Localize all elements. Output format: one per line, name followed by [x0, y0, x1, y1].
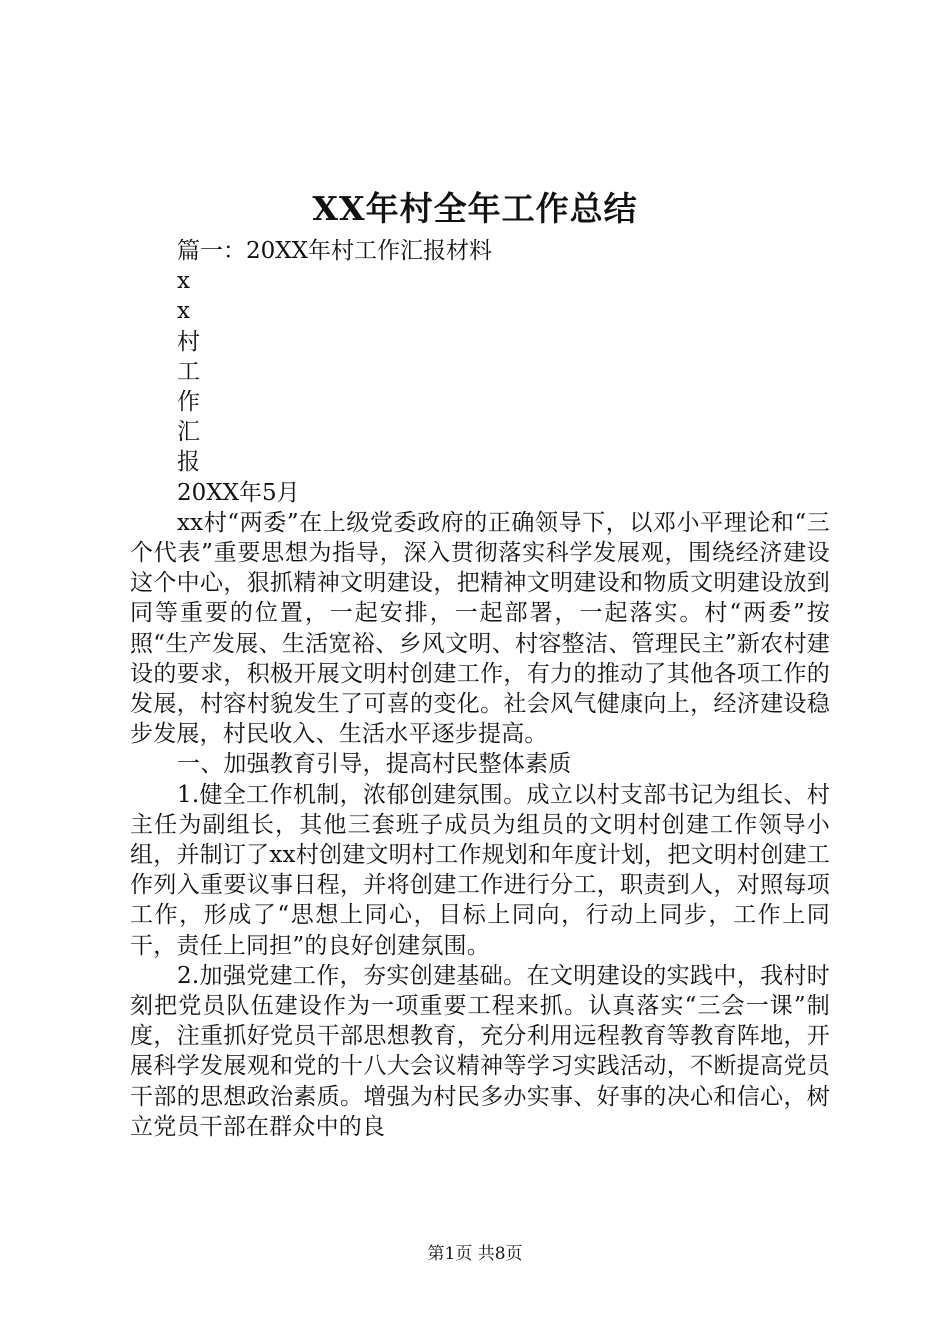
page-footer: 第1页 共8页 [427, 1244, 523, 1264]
vertical-char: 工 [177, 358, 200, 385]
document-body [130, 236, 830, 1142]
paragraph-item-1: 1.健全工作机制，浓郁创建氛围。成立以村支部书记为组长、村主任为副组长，其他三套班子成员为组员的文明村创建工作领导小组，并制订了xx村创建文明村工作规划和年度计划，把文明村创建工作列入重要议事日程，并将创建工作进行分工，职责到人，对照每项工作，形成了“思想上同心，目标上同向，行动上同步，工作上同干，责任上同担”的良好创建氛围。 [130, 781, 830, 959]
report-date: 20XX年5月 [177, 479, 300, 506]
vertical-char: 汇 [177, 419, 200, 446]
vertical-char: 报 [177, 449, 200, 476]
vertical-char: 作 [177, 388, 200, 415]
vertical-char: x [177, 268, 190, 295]
subtitle: 篇一：20XX年村工作汇报材料 [177, 238, 493, 264]
section-heading: 一、加强教育引导，提高村民整体素质 [177, 751, 572, 778]
document-title: XX年村全年工作总结 [312, 189, 638, 228]
paragraph-item-2: 2.加强党建工作，夯实创建基础。在文明建设的实践中，我村时刻把党员队伍建设作为一项重要工程来抓。认真落实“三会一课”制度，注重抓好党员干部思想教育，充分利用远程教育等教育阵地，开展科学发展观和党的十八大会议精神等学习实践活动，不断提高党员干部的思想政治素质。增强为村民多办实事、好事的决心和信心，树立党员干部在群众中的良 [130, 962, 830, 1140]
vertical-char: 村 [177, 328, 200, 355]
vertical-char: x [177, 298, 190, 325]
paragraph-intro: xx村“两委”在上级党委政府的正确领导下，以邓小平理论和“三个代表”重要思想为指导，深入贯彻落实科学发展观，围绕经济建设这个中心，狠抓精神文明建设，把精神文明建设和物质文明建设放到同等重要的位置，一起安排，一起部署，一起落实。村“两委”按照“生产发展、生活宽裕、乡风文明、村容整洁、管理民主”新农村建设的要求，积极开展文明村创建工作，有力的推动了其他各项工作的发展，村容村貌发生了可喜的变化。社会风气健康向上，经济建设稳步发展，村民收入、生活水平逐步提高。 [130, 509, 830, 748]
